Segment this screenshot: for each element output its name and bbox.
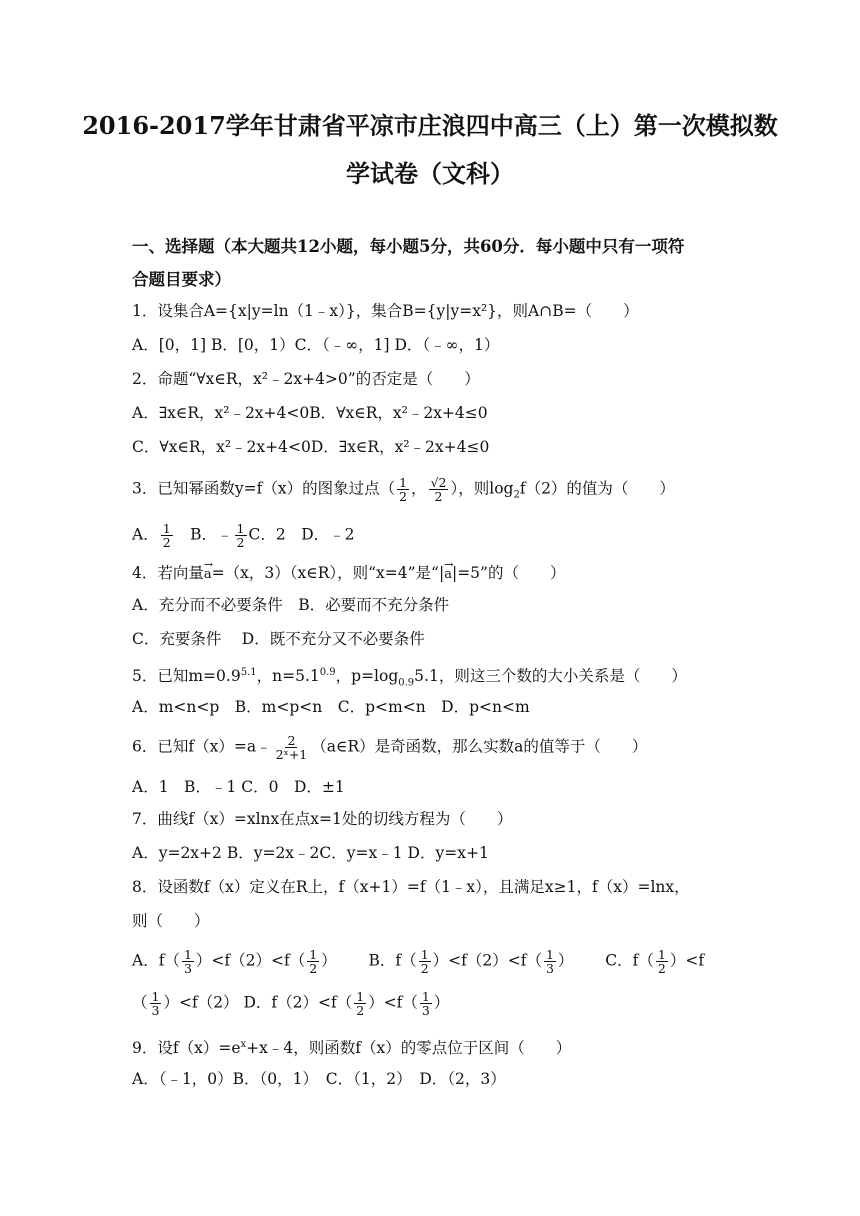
question-3-options: A． $\frac{1}{2}$ B．﹣ $\frac{1}{2}$ C．2 D．﹣2 (132, 521, 355, 550)
question-7: 7．曲线f（x）=xlnx在点x=1处的切线方程为（ ） (132, 810, 513, 828)
question-7-options: A．y=2x+2 B．y=2x﹣2C．y=x﹣1 D．y=x+1 (132, 844, 489, 862)
section-heading-line2: 合题目要求） (132, 270, 231, 289)
fraction-2-over-2x-plus-1: $\frac{2}{\text{2ˣ+1}}$ (275, 733, 308, 762)
question-6-options: A．1 B．﹣1 C．0 D．±1 (132, 778, 345, 796)
fraction-one-half: $\frac{1}{2}$ (399, 475, 408, 504)
question-4-options-cd: C．充要条件 D．既不充分又不必要条件 (132, 630, 425, 648)
fraction-one-third: $\frac{1}{3}$ (151, 989, 160, 1018)
question-4: 4．若向量→ a=（x，3）（x∈R），则“x=4”是“|→ a|=5”的（ ） (132, 560, 565, 586)
question-2-options-cd: C．∀x∈R，x²﹣2x+4<0D．∃x∈R，x²﹣2x+4≤0 (132, 438, 490, 456)
question-3: 3．已知幂函数y=f（x）的图象过点（ $\frac{1}{2}$ ， $\frac{√2}{2}$ ），则$\log_2f(2)$的值为（ ） (132, 475, 675, 504)
question-8-options-line2: （ $\frac{1}{3}$ ）<f（2） D．f（2）<f（ $\frac{1}{2}$ ）<f（ $\frac{1}{3}$ ） (132, 989, 450, 1018)
fraction-one-third: $\frac{1}{3}$ (183, 947, 192, 976)
vector-a-symbol: → a (444, 560, 452, 586)
fraction-one-half: $\frac{1}{2}$ (236, 521, 245, 550)
fraction-one-half: $\frac{1}{2}$ (162, 521, 171, 550)
fraction-one-half: $\frac{1}{2}$ (356, 989, 365, 1018)
exam-title-line1: 2016-2017学年甘肃省平凉市庄浪四中高三（上）第一次模拟数 (82, 111, 778, 140)
question-8-line2: 则（ ） (132, 912, 210, 930)
question-4-options-ab: A．充分而不必要条件 B．必要而不充分条件 (132, 596, 450, 614)
question-1: 1．设集合A={x|y=ln（1﹣x）}，集合B={y|y=x²}，则A∩B=（ ） (132, 302, 639, 320)
question-5-options: A．m<n<p B．m<p<n C．p<m<n D．p<n<m (132, 698, 530, 716)
fraction-sqrt2-over-2: $\frac{√2}{2}$ (430, 475, 447, 504)
question-2: 2．命题“∀x∈R，x²﹣2x+4>0”的否定是（ ） (132, 370, 480, 388)
question-1-options: A．[0，1] B．[0，1）C．（﹣∞，1] D．（﹣∞，1） (132, 336, 500, 354)
question-5: 5．已知$m=0.9^{5.1}$，$n=5.1^{0.9}$，$p=\log_{0.9}5.1$，则这三个数的大小关系是（ ） (132, 667, 687, 689)
exam-title-line2: 学试卷（文科） (346, 159, 514, 188)
section-heading-line1: 一、选择题（本大题共12小题，每小题5分，共60分．每小题中只有一项符 (132, 237, 685, 256)
vector-a-symbol: → a (204, 560, 212, 586)
question-2-options-ab: A．∃x∈R，x²﹣2x+4<0B．∀x∈R，x²﹣2x+4≤0 (132, 404, 488, 422)
question-8-line1: 8．设函数f（x）定义在R上，f（x+1）=f（1﹣x），且满足x≥1，f（x）=lnx， (132, 878, 690, 896)
fraction-one-half: $\frac{1}{2}$ (657, 947, 666, 976)
question-8-options-line1: A．f（ $\frac{1}{3}$ ）<f（2）<f（ $\frac{1}{2}$ ） B．f（ $\frac{1}{2}$ ）<f（2）<f（ $\frac{1}{3}$ ） C．f（ $\frac{1}{2}$ ）<f (132, 947, 705, 976)
fraction-one-third: $\frac{1}{3}$ (421, 989, 430, 1018)
question-9: 9．设$f(x)=e^x+x﹣4$，则函数f（x）的零点位于区间（ ） (132, 1039, 572, 1058)
fraction-one-half: $\frac{1}{2}$ (309, 947, 318, 976)
fraction-one-half: $\frac{1}{2}$ (420, 947, 429, 976)
question-6: 6．已知f（x）=a﹣ $\frac{2}{\text{2ˣ+1}}$ （a∈R）是奇函数，那么实数a的值等于（ ） (132, 733, 648, 762)
fraction-one-third: $\frac{1}{3}$ (545, 947, 554, 976)
question-9-options: A．（﹣1，0）B．（0，1） C．（1，2） D．（2，3） (132, 1070, 506, 1088)
